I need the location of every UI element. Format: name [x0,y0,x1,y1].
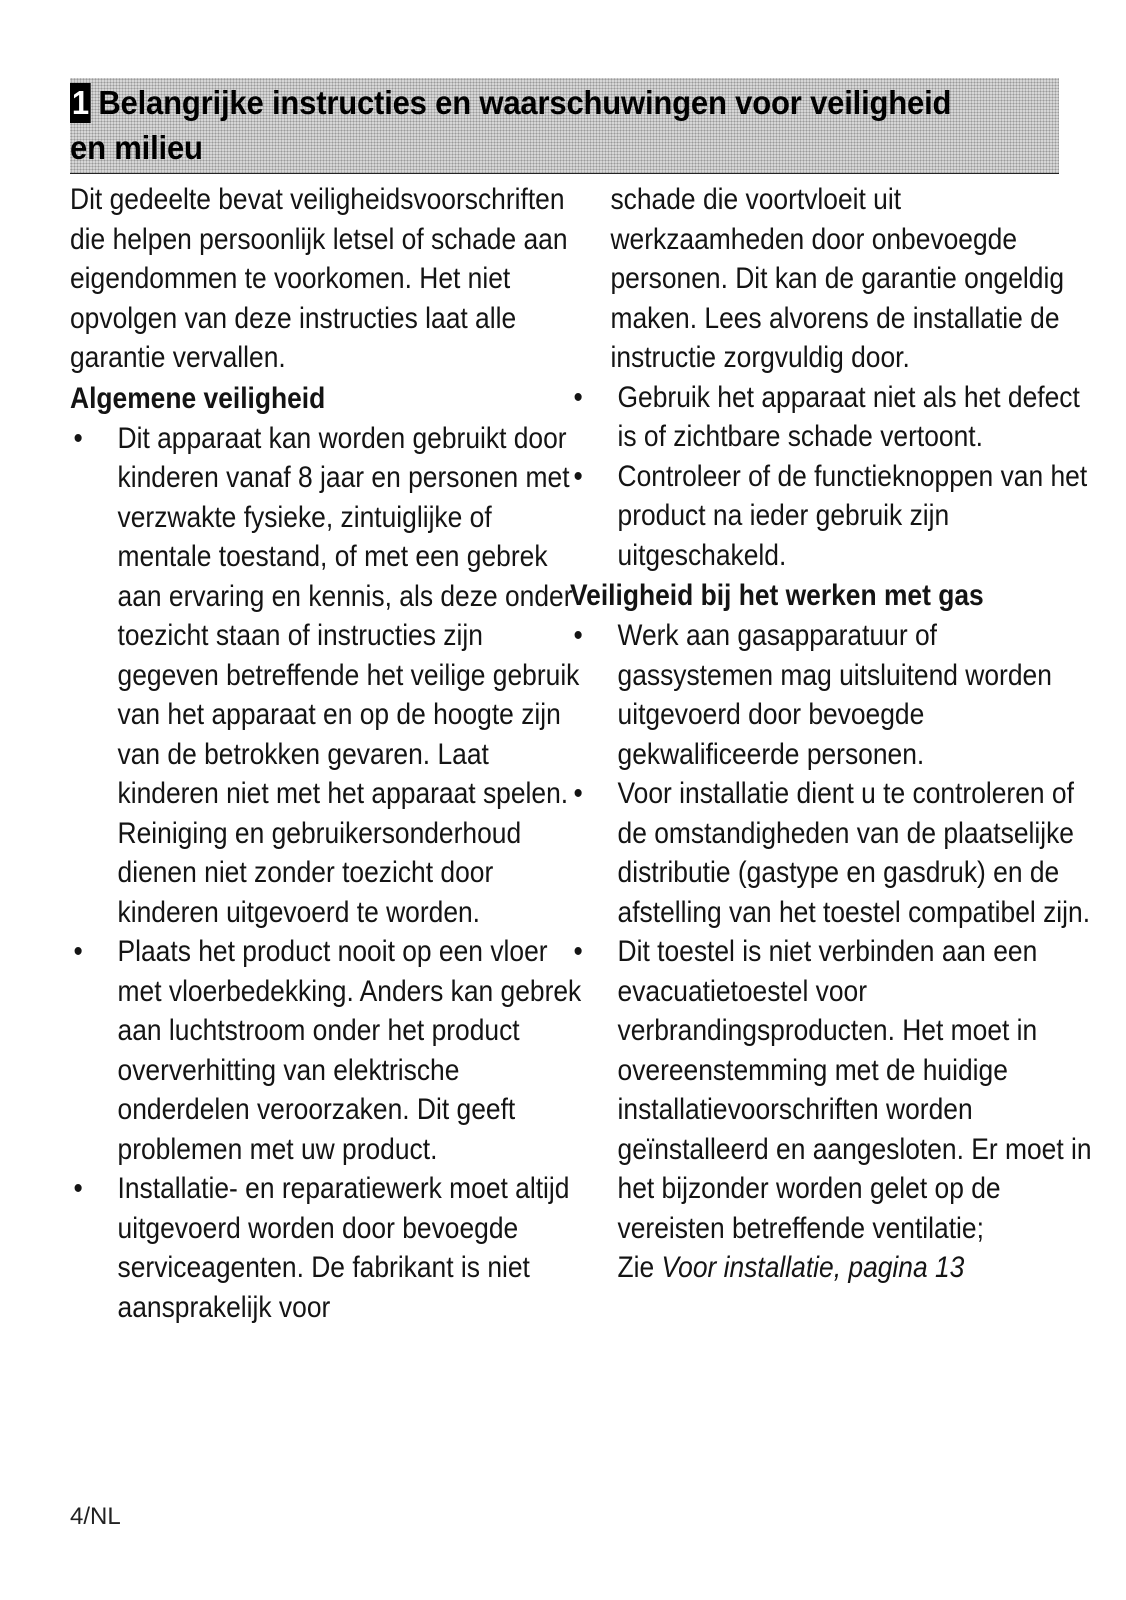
list-item [70,932,587,1169]
continued-item-text: schade die voortvloeit uit werkzaamheden door onbevoegde personen. Dit kan de garantie ongeldig maken. Lees alvorens de installatie de instructie zorgvuldig door. [610,183,1065,374]
reference-prefix: Zie [617,1251,662,1284]
bullet-icon: • [73,1172,83,1205]
chapter-number: 1 [71,84,89,121]
general-safety-list [70,419,587,1328]
bullet-icon: • [573,777,583,810]
cross-reference-link[interactable]: Voor installatie, pagina 13 [661,1251,965,1284]
list-item-text: Dit apparaat kan worden gebruikt door kinderen vanaf 8 jaar en personen met verzwakte fysieke, zintuiglijke of mentale toestand, of met een gebrek aan ervaring en kennis, als deze onder toezicht staan of instructies zijn gegeven betreffende het veilige gebruik van het apparaat en op de hoogte zijn van de betrokken gevaren. Laat kinderen niet met het apparaat spelen. Reiniging en gebruikersonderhoud dienen niet zonder toezicht door kinderen uitgevoerd te worden. [117,421,580,929]
bullet-icon: • [573,459,583,493]
list-item-text: Gebruik het apparaat niet als het defect is of zichtbare schade vertoont. [617,380,1080,453]
section-title [70,80,972,170]
bullet-icon: • [573,619,583,652]
bullet-icon: • [73,421,83,455]
bullet-icon: • [573,380,583,414]
list-item [570,932,1097,1288]
left-column [70,180,590,1327]
page-number: 4/NL [70,1503,121,1530]
section-header [70,78,1059,174]
intro-paragraph: Dit gedeelte bevat veiligheidsvoorschriften die helpen persoonlijk letsel of schade aan eigendommen te voorkomen. Het niet opvolgen van deze instructies laat alle garantie vervallen. [70,183,568,374]
list-item-text: Installatie- en reparatiewerk moet altijd uitgevoerd worden door bevoegde serviceagenten. De fabrikant is niet aansprakelijk voor [117,1172,570,1324]
heading-general-safety: Algemene veiligheid [70,381,326,415]
section-title-text: Belangrijke instructies en waarschuwingen voor veiligheid en milieu [70,84,952,166]
right-column [570,180,1100,1288]
list-item [570,616,1097,774]
bullet-icon: • [73,935,83,968]
list-item-text: Dit toestel is niet verbinden aan een evacuatietoestel voor verbrandingsproducten. Het moet in overeenstemming met de huidige installatievoorschriften worden geïnstalleerd en aangesloten. Er moet in het bijzonder worden gelet op de vereisten betreffende ventilatie; [617,935,1092,1245]
list-item [570,378,1097,457]
list-item-text: Plaats het product nooit op een vloer met vloerbedekking. Anders kan gebrek aan luchtstroom onder het product oververhitting van elektrische onderdelen veroorzaken. Dit geeft problemen met uw product. [117,935,582,1166]
bullet-icon: • [573,935,583,968]
general-safety-list-continued [570,378,1097,576]
list-item [70,419,587,933]
gas-safety-list [570,616,1097,1288]
list-item-text: Voor installatie dient u te controleren of de omstandigheden van de plaatselijke distributie (gastype en gasdruk) en de afstelling van het toestel compatibel zijn. [617,777,1091,929]
list-item-text: Werk aan gasapparatuur of gassystemen mag uitsluitend worden uitgevoerd door bevoegde gekwalificeerde personen. [617,619,1052,771]
list-item [70,1169,587,1327]
list-item [570,457,1097,576]
heading-gas-safety: Veiligheid bij het werken met gas [570,579,984,612]
list-item [570,774,1097,932]
list-item-text: Controleer of de functieknoppen van het product na ieder gebruik zijn uitgeschakeld. [617,459,1088,572]
